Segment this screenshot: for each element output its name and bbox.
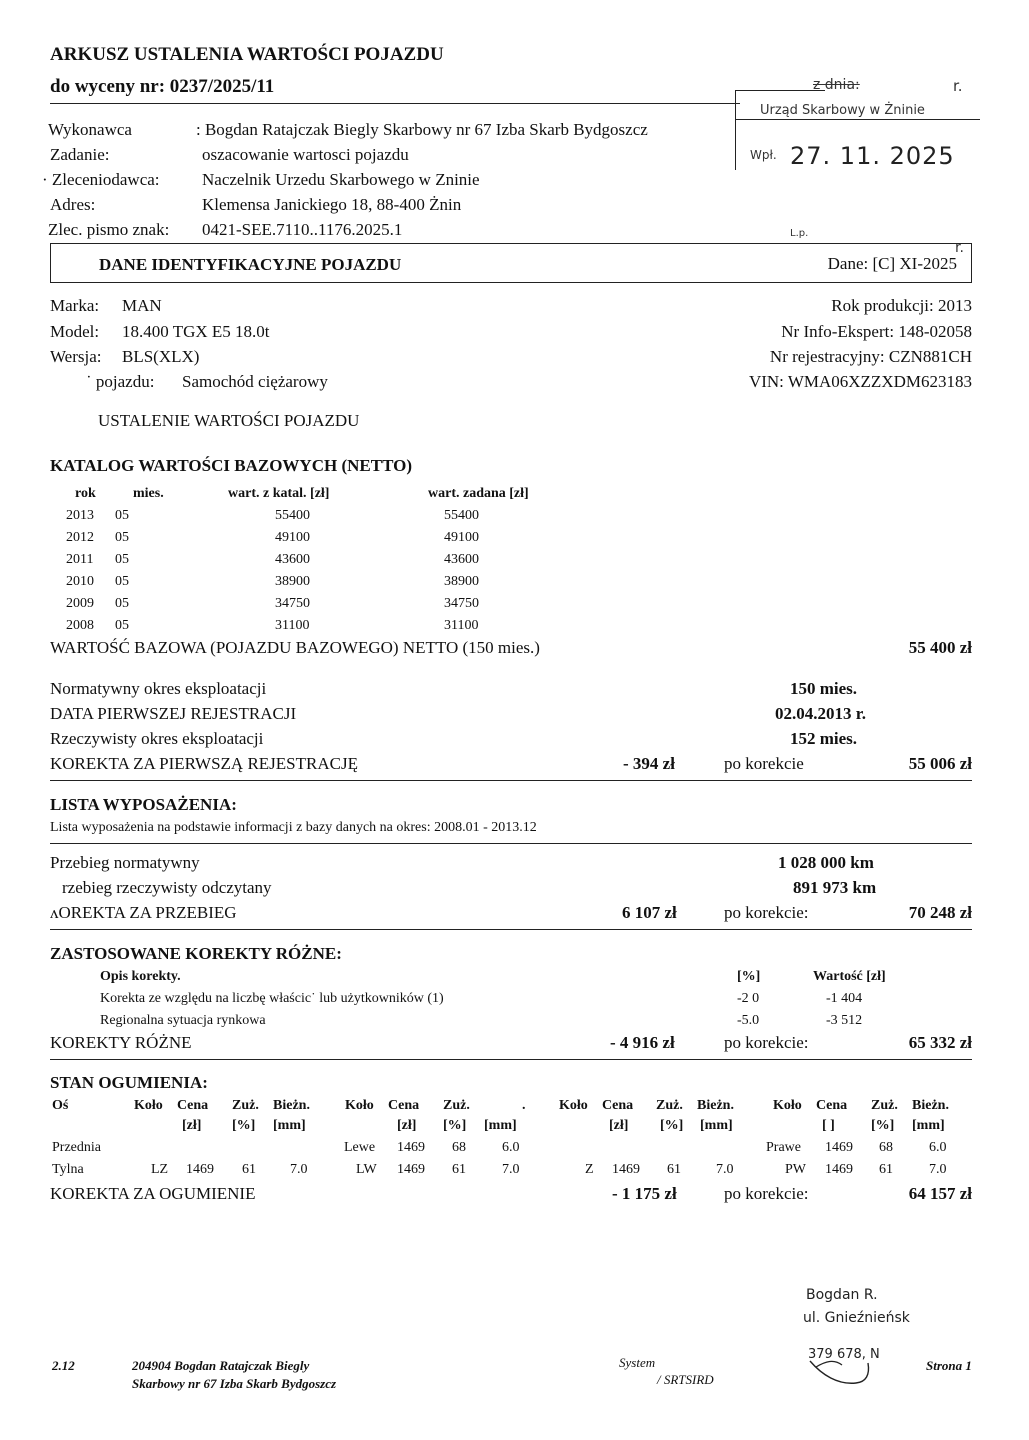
tyres-header: Koło xyxy=(559,1098,588,1113)
tyre-price: 1469 xyxy=(397,1140,425,1155)
various-correction-label: KOREKTY RÓŻNE xyxy=(50,1033,192,1052)
footer-system-line2: / SRTSIRD xyxy=(657,1372,714,1387)
after-correction-value: 70 248 zł xyxy=(908,903,972,922)
tyres-unit: [zł] xyxy=(182,1118,202,1133)
tyres-correction-value: - 1 175 zł xyxy=(612,1184,677,1203)
catalog-set-value: 31100 xyxy=(444,618,479,633)
tyre-tread: 7.0 xyxy=(929,1162,947,1177)
stamp-received-label: Wpł. xyxy=(750,148,777,162)
tyres-header: Cena xyxy=(388,1098,420,1113)
first-registration-date: 02.04.2013 r. xyxy=(775,704,866,723)
after-correction-label: po korekcie: xyxy=(724,1033,809,1052)
tyres-header: Bieżn. xyxy=(697,1098,734,1113)
info-expert-number: Nr Info-Ekspert: 148-02058 xyxy=(781,322,972,341)
registration-correction-value: - 394 zł xyxy=(623,754,675,773)
after-correction-value: 64 157 zł xyxy=(908,1184,972,1203)
various-row-value: -1 404 xyxy=(826,991,863,1006)
vehicle-value: Samochód ciężarowy xyxy=(182,372,328,391)
various-header-value: Wartość [zł] xyxy=(813,969,886,984)
mileage-correction-label: ʌOREKTA ZA PRZEBIEG xyxy=(50,903,237,922)
tyres-header: Zuż. xyxy=(656,1098,683,1113)
after-correction-label: po korekcie: xyxy=(724,1184,809,1203)
tyres-unit: [mm] xyxy=(484,1118,517,1133)
stamp-lp: L.p. xyxy=(790,228,809,239)
various-header-desc: Opis korekty. xyxy=(100,969,181,984)
stamp-office: Urząd Skarbowy w Żninie xyxy=(760,103,925,118)
vehicle-label: Marka: xyxy=(50,296,100,315)
section-value-heading: USTALENIE WARTOŚCI POJAZDU xyxy=(98,411,360,430)
vehicle-value: MAN xyxy=(122,296,162,315)
footer-system-line1: System xyxy=(619,1355,656,1370)
various-title: ZASTOSOWANE KOREKTY RÓŻNE: xyxy=(50,944,342,963)
stamp-bottom-suffix: r. xyxy=(955,240,964,256)
tyres-unit: [mm] xyxy=(912,1118,945,1133)
actual-mileage-label: rzebieg rzeczywisty odczytany xyxy=(62,878,272,897)
wheel-position: LZ xyxy=(151,1162,169,1177)
info-label: Wykonawca xyxy=(48,120,132,139)
tyres-unit: [mm] xyxy=(700,1118,733,1133)
tyres-title: STAN OGUMIENIA: xyxy=(50,1073,208,1092)
tyre-tread: 6.0 xyxy=(502,1140,520,1155)
catalog-year: 2008 xyxy=(66,618,94,633)
wheel-position: Lewe xyxy=(344,1140,376,1155)
various-row-pct: -5.0 xyxy=(737,1013,760,1028)
catalog-header-year: rok xyxy=(75,486,96,501)
stamp-date-suffix: r. xyxy=(953,77,963,95)
stamp-address: ul. Gnieźnieńsk xyxy=(803,1310,910,1326)
tyres-header: Bieżn. xyxy=(912,1098,949,1113)
after-correction-label: po korekcie: xyxy=(724,903,809,922)
info-value: 0421-SEE.7110..1176.2025.1 xyxy=(202,220,403,239)
tyres-header: . xyxy=(522,1098,526,1113)
catalog-year: 2013 xyxy=(66,508,94,523)
tyres-unit: [ ] xyxy=(822,1118,835,1133)
vehicle-value: BLS(XLX) xyxy=(122,347,200,366)
various-row-pct: -2 0 xyxy=(737,991,760,1006)
catalog-year: 2011 xyxy=(66,552,94,567)
catalog-header-set-value: wart. zadana [zł] xyxy=(428,486,529,501)
vin-number: VIN: WMA06XZZXDM623183 xyxy=(748,372,972,391)
catalog-header-catalog-value: wart. z katal. [zł] xyxy=(228,486,330,501)
various-row-desc: Korekta ze względu na liczbę właścic˙ lub użytkowników (1) xyxy=(100,991,444,1006)
mileage-correction-value: 6 107 zł xyxy=(622,903,677,922)
base-value-label: WARTOŚĆ BAZOWA (POJAZDU BAZOWEGO) NETTO (150 mies.) xyxy=(50,638,540,657)
catalog-month: 05 xyxy=(115,530,129,545)
catalog-month: 05 xyxy=(115,508,129,523)
vehicle-label: Model: xyxy=(50,322,100,341)
info-label: Zadanie: xyxy=(50,145,110,164)
tyre-wear: 61 xyxy=(879,1162,893,1177)
tyre-wear: 68 xyxy=(452,1140,466,1155)
tyre-price: 1469 xyxy=(825,1140,853,1155)
tyres-header: Zuż. xyxy=(443,1098,470,1113)
tyre-tread: 7.0 xyxy=(716,1162,734,1177)
catalog-value: 49100 xyxy=(275,530,310,545)
catalog-set-value: 38900 xyxy=(444,574,479,589)
tyre-wear: 61 xyxy=(452,1162,466,1177)
various-row-desc: Regionalna sytuacja rynkowa xyxy=(100,1013,266,1028)
stamp-date-label: z dnia: xyxy=(813,77,860,93)
wheel-position: Z xyxy=(585,1162,594,1177)
normative-mileage-label: Przebieg normatywny xyxy=(50,853,200,872)
info-value: : Bogdan Ratajczak Biegly Skarbowy nr 67 Izba Skarb Bydgoszcz xyxy=(196,120,648,139)
tyres-header: Koło xyxy=(134,1098,163,1113)
axle-name: Przednia xyxy=(52,1140,101,1155)
equipment-title: LISTA WYPOSAŻENIA: xyxy=(50,795,237,814)
various-correction-value: - 4 916 zł xyxy=(610,1033,675,1052)
axle-name: Tylna xyxy=(52,1162,84,1177)
production-year: Rok produkcji: 2013 xyxy=(831,296,972,315)
tyres-unit: [%] xyxy=(232,1118,256,1133)
tyre-wear: 68 xyxy=(879,1140,893,1155)
tyres-header: Koło xyxy=(773,1098,802,1113)
info-label: Adres: xyxy=(50,195,96,214)
tyres-unit: [%] xyxy=(660,1118,684,1133)
info-value: Klemensa Janickiego 18, 88-400 Żnin xyxy=(202,195,462,214)
equipment-note: Lista wyposażenia na podstawie informacji z bazy danych na okres: 2008.01 - 2013.12 xyxy=(50,820,537,835)
info-value: oszacowanie wartosci pojazdu xyxy=(202,145,409,164)
stamp-received-date: 27. 11. 2025 xyxy=(790,142,955,170)
tyres-unit: [zł] xyxy=(609,1118,629,1133)
footer-version: 2.12 xyxy=(52,1358,75,1373)
document-title: ARKUSZ USTALENIA WARTOŚCI POJAZDU xyxy=(50,44,444,65)
stamp-number: 379 678, N xyxy=(808,1347,880,1362)
signature-icon xyxy=(808,1355,878,1391)
vehicle-value: 18.400 TGX E5 18.0t xyxy=(122,322,270,341)
tyres-header: Bieżn. xyxy=(273,1098,310,1113)
actual-period-label: Rzeczywisty okres eksploatacji xyxy=(50,729,264,748)
tyre-tread: 7.0 xyxy=(502,1162,520,1177)
catalog-year: 2012 xyxy=(66,530,94,545)
info-label: Zlec. pismo znak: xyxy=(48,220,170,239)
vehicle-data-box xyxy=(50,243,972,283)
first-registration-label: DATA PIERWSZEJ REJESTRACJI xyxy=(50,704,297,723)
stamp-name: Bogdan R. xyxy=(806,1287,878,1303)
catalog-month: 05 xyxy=(115,618,129,633)
tyre-price: 1469 xyxy=(612,1162,640,1177)
tyres-header: Oś xyxy=(52,1098,69,1113)
wheel-position: LW xyxy=(356,1162,377,1177)
normative-period-label: Normatywny okres eksploatacji xyxy=(50,679,267,698)
normative-mileage-value: 1 028 000 km xyxy=(778,853,874,872)
after-correction-label: po korekcie xyxy=(724,754,804,773)
tyres-header: Cena xyxy=(816,1098,848,1113)
valuation-number: do wyceny nr: 0237/2025/11 xyxy=(50,76,275,97)
catalog-value: 43600 xyxy=(275,552,310,567)
catalog-value: 38900 xyxy=(275,574,310,589)
info-value: Naczelnik Urzedu Skarbowego w Zninie xyxy=(202,170,480,189)
catalog-year: 2009 xyxy=(66,596,94,611)
registration-number: Nr rejestracyjny: CZN881CH xyxy=(769,347,972,366)
info-label: · Zleceniodawca: xyxy=(42,170,160,189)
data-version: Dane: [C] XI-2025 xyxy=(827,254,957,273)
tyre-wear: 61 xyxy=(242,1162,256,1177)
catalog-value: 31100 xyxy=(275,618,310,633)
footer-author-line1: 204904 Bogdan Ratajczak Biegly xyxy=(132,1358,310,1373)
wheel-position: Prawe xyxy=(766,1140,801,1155)
catalog-set-value: 49100 xyxy=(444,530,479,545)
actual-mileage-value: 891 973 km xyxy=(793,878,877,897)
catalog-set-value: 43600 xyxy=(444,552,479,567)
catalog-month: 05 xyxy=(115,574,129,589)
tyres-unit: [%] xyxy=(443,1118,467,1133)
tyre-tread: 7.0 xyxy=(290,1162,308,1177)
catalog-year: 2010 xyxy=(66,574,94,589)
tyre-tread: 6.0 xyxy=(929,1140,947,1155)
catalog-value: 55400 xyxy=(275,508,310,523)
catalog-set-value: 34750 xyxy=(444,596,479,611)
after-correction-value: 65 332 zł xyxy=(908,1033,972,1052)
catalog-value: 34750 xyxy=(275,596,310,611)
tyres-unit: [zł] xyxy=(397,1118,417,1133)
tyres-unit: [%] xyxy=(871,1118,895,1133)
tyres-unit: [mm] xyxy=(273,1118,306,1133)
tyre-wear: 61 xyxy=(667,1162,681,1177)
tyres-header: Zuż. xyxy=(871,1098,898,1113)
vehicle-label: Wersja: xyxy=(50,347,102,366)
various-row-value: -3 512 xyxy=(826,1013,863,1028)
registration-correction-label: KOREKTA ZA PIERWSZĄ REJESTRACJĘ xyxy=(50,754,358,773)
footer-page: Strona 1 xyxy=(926,1358,972,1373)
actual-period-value: 152 mies. xyxy=(790,729,858,748)
catalog-header-month: mies. xyxy=(133,486,164,501)
vehicle-box-title: DANE IDENTYFIKACYJNE POJAZDU xyxy=(99,255,402,274)
wheel-position: PW xyxy=(785,1162,806,1177)
catalog-set-value: 55400 xyxy=(444,508,479,523)
footer-author-line2: Skarbowy nr 67 Izba Skarb Bydgoszcz xyxy=(132,1376,337,1391)
header-rule xyxy=(50,103,740,104)
after-correction-value: 55 006 zł xyxy=(908,754,972,773)
catalog-month: 05 xyxy=(115,596,129,611)
tyres-correction-label: KOREKTA ZA OGUMIENIE xyxy=(50,1184,256,1203)
base-value: 55 400 zł xyxy=(908,638,972,657)
normative-period-value: 150 mies. xyxy=(790,679,858,698)
vehicle-label: ˙ pojazdu: xyxy=(86,372,155,391)
tyres-header: Cena xyxy=(602,1098,634,1113)
tyres-header: Zuż. xyxy=(232,1098,259,1113)
tyre-price: 1469 xyxy=(397,1162,425,1177)
tyre-price: 1469 xyxy=(186,1162,214,1177)
catalog-month: 05 xyxy=(115,552,129,567)
tyres-header: Koło xyxy=(345,1098,374,1113)
tyre-price: 1469 xyxy=(825,1162,853,1177)
tyres-header: Cena xyxy=(177,1098,209,1113)
various-header-pct: [%] xyxy=(737,969,761,984)
catalog-title: KATALOG WARTOŚCI BAZOWYCH (NETTO) xyxy=(50,456,412,475)
